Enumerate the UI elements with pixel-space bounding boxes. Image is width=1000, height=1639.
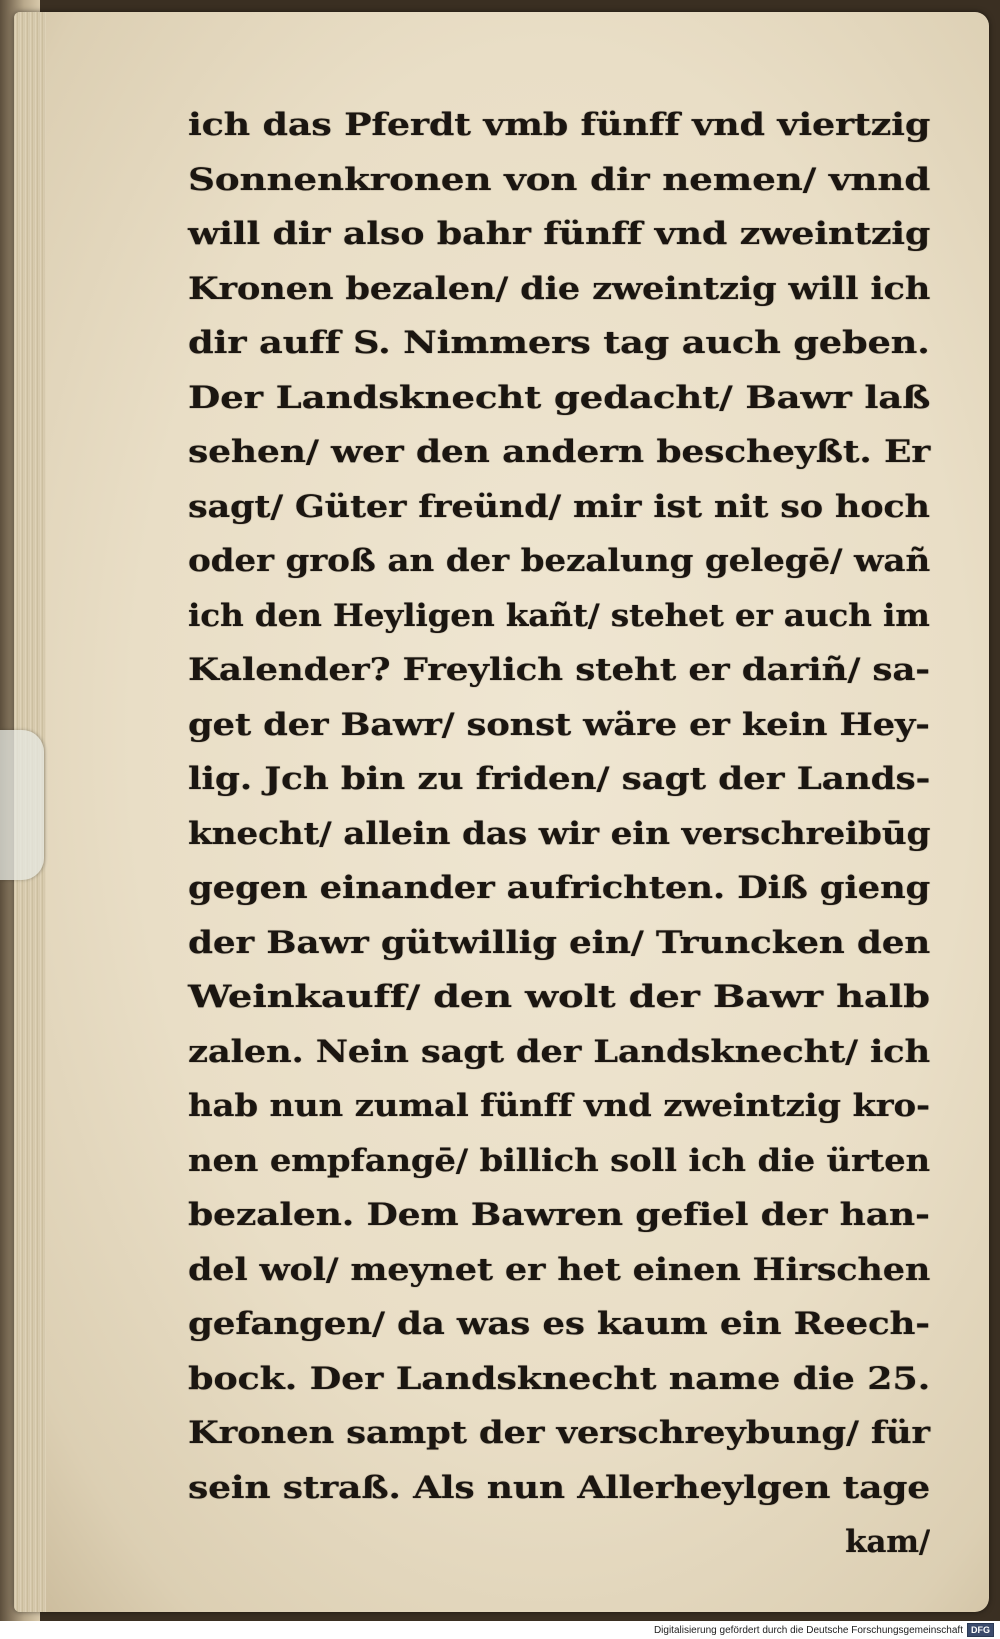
text-line: knecht/ allein das wir ein verschreibūg xyxy=(188,815,931,852)
text-line: der Bawr gütwillig ein/ Truncken den xyxy=(188,924,931,961)
text-line: gefangen/ da was es kaum ein Reech- xyxy=(188,1306,930,1342)
text-line: gegen einander aufrichten. Diß gieng xyxy=(188,870,931,906)
text-line: Kronen sampt der verschreybung/ für xyxy=(188,1415,930,1451)
page-tab-marker xyxy=(0,730,44,880)
text-line: get der Bawr/ sonst wäre er kein Hey- xyxy=(188,706,930,743)
catchword: kam/ xyxy=(845,1524,930,1560)
text-line: Der Landsknecht gedacht/ Bawr laß xyxy=(188,379,931,416)
text-line: bock. Der Landsknecht name die 25. xyxy=(188,1360,931,1397)
text-line: dir auff S. Nimmers tag auch geben. xyxy=(188,325,930,361)
text-line: Kalender? Freylich steht er dariñ/ sa- xyxy=(188,652,930,688)
text-line: bezalen. Dem Bawren gefiel der han- xyxy=(188,1197,930,1233)
text-line: nen empfangē/ billich soll ich die ürten xyxy=(188,1142,930,1179)
text-line: Kronen bezalen/ die zweintzig will ich xyxy=(188,270,931,307)
text-line: hab nun zumal fünff vnd zweintzig kro- xyxy=(188,1088,930,1124)
text-line: sehen/ wer den andern bescheyßt. Er xyxy=(188,434,931,470)
dfg-logo: DFG xyxy=(967,1623,994,1637)
text-line: zalen. Nein sagt der Landsknecht/ ich xyxy=(188,1033,930,1070)
text-line: lig. Jch bin zu friden/ sagt der Lands- xyxy=(188,761,931,797)
text-line: Weinkauff/ den wolt der Bawr halb xyxy=(188,979,930,1015)
text-line: will dir also bahr fünff vnd zweintzig xyxy=(188,216,931,252)
funding-credit: Digitalisierung gefördert durch die Deutsche Forschungsgemeinschaft xyxy=(653,1624,963,1636)
text-line: Sonnenkronen von dir nemen/ vnnd xyxy=(188,161,931,198)
digitization-footer xyxy=(0,1621,1000,1639)
text-line: ich den Heyligen kañt/ stehet er auch im xyxy=(188,597,930,634)
text-line: ich das Pferdt vmb fünff vnd viertzig xyxy=(188,107,931,143)
text-line: oder groß an der bezalung gelegē/ wañ xyxy=(188,543,931,579)
text-line: del wol/ meynet er het einen Hirschen xyxy=(188,1251,931,1288)
page-text xyxy=(188,98,930,1570)
text-line: sein straß. Als nun Allerheylgen tage xyxy=(188,1469,931,1506)
text-line: sagt/ Güter freünd/ mir ist nit so hoch xyxy=(188,488,930,525)
